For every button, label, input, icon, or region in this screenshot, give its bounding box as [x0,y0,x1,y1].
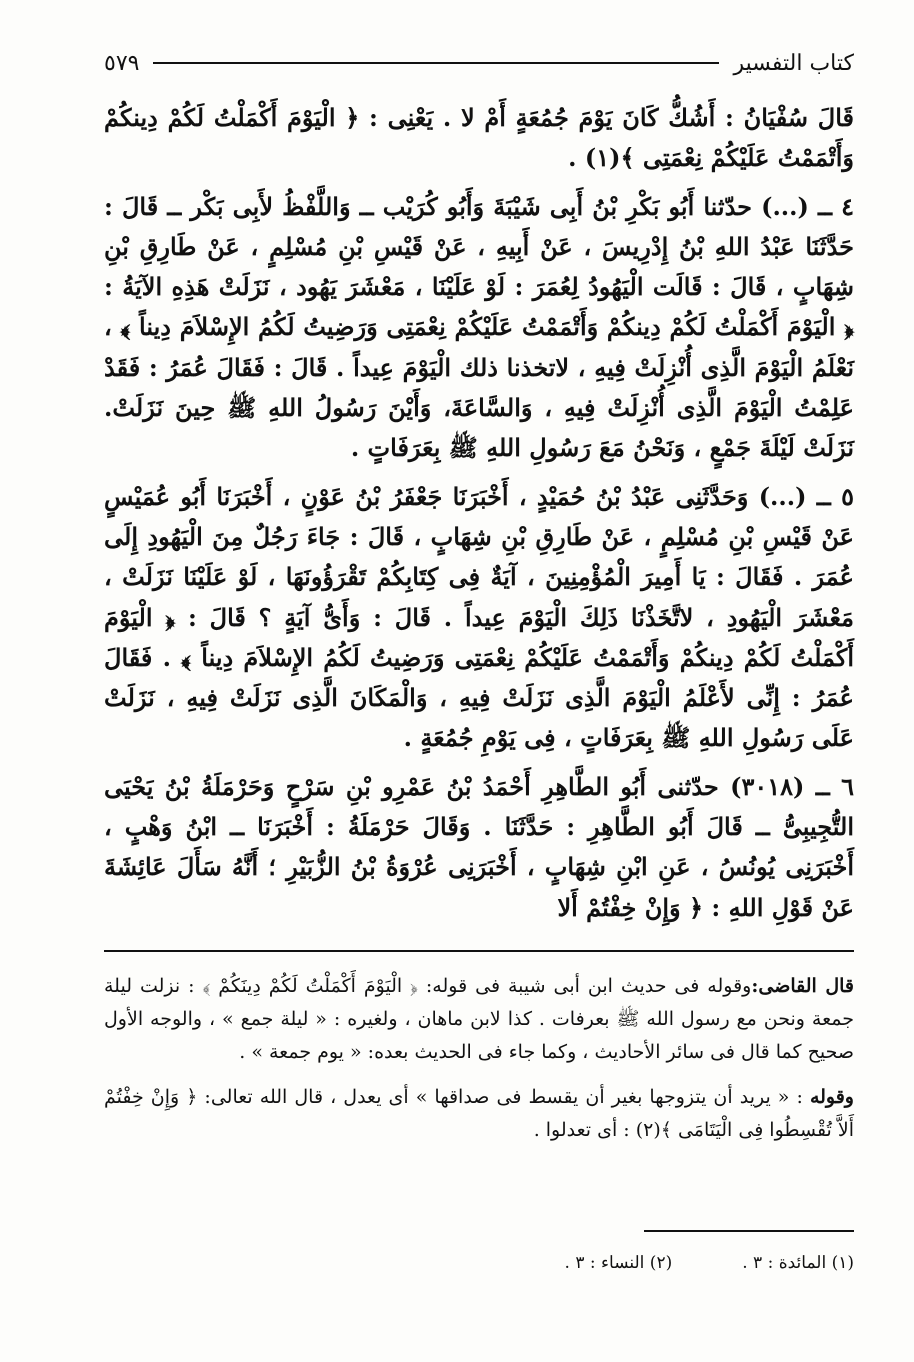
chapter-title: كتاب التفسير [733,50,854,76]
header-rule [153,62,719,64]
footnote-1: (١) المائدة : ٣ . [742,1253,854,1273]
commentary-text-1: وقوله فى حديث ابن أبى شيبة فى قوله: ﴿ الْيَوْمَ أَكْمَلْتُ لَكُمْ دِينَكُمْ ﴾ : نزلت ليلة جمعة ونحن مع رسول الله ﷺ بعرفات . كذا لابن ماهان ، ولغيره : « ليلة جمع » ، والوجه الأول صحيح كما قال فى سائر الأحاديث ، وكما جاء فى الحديث بعده: « يوم جمعة » . [104,975,854,1063]
commentary-lead-qawluhu: وقوله [809,1086,854,1108]
hadith-text [104,98,854,928]
footnote-separator [644,1230,854,1232]
commentary-paragraph-1 [104,970,854,1069]
footnote-2: (٢) النساء : ٣ . [564,1253,673,1273]
paragraph-sufyan: قَالَ سُفْيَانُ : أَشُكُّ كَانَ يَوْمَ جُمُعَةٍ أَمْ لا . يَعْنِى : ﴿ الْيَوْمَ أَكْمَلْتُ لَكُمْ دِينكُمْ وَأَتْمَمْتُ عَلَيْكُمْ نِعْمَتِى ﴾(١) . [104,103,854,173]
hadith-5: ٥ ــ (...) وَحَدَّثَنِى عَبْدُ بْنُ حُمَيْدٍ ، أَخْبَرَنَا جَعْفَرُ بْنُ عَوْنٍ ، أَخْبَرَنَا أَبُو عُمَيْسٍ عَنْ قَيْسِ بْنِ مُسْلِمٍ ، عَنْ طَارِقِ بْنِ شِهَابٍ ، قَالَ : جَاءَ رَجُلٌ مِنَ الْيَهُودِ إِلَى عُمَرَ . فَقَالَ : يَا أَمِيرَ الْمُؤْمِنِينَ ، آيَةٌ فِى كِتَابِكُمْ تَقْرَؤُونَهَا ، لَوْ عَلَيْنَا نَزَلَتْ ، مَعْشَرَ الْيَهُودِ ، لاتَّخَذْنَا ذَلِكَ الْيَوْمَ عِيداً . قَالَ : وَأَىُّ آيَةٍ ؟ قَالَ : ﴿ الْيَوْمَ أَكْمَلْتُ لَكُمْ دِينكُمْ وَأَتْمَمْتُ عَلَيْكُمْ نِعْمَتِى وَرَضِيتُ لَكُمُ الإِسْلاَمَ دِيناً ﴾ . فَقَالَ عُمَرُ : إِنِّى لأَعْلَمُ الْيَوْمَ الَّذِى نَزَلَتْ فِيهِ ، وَالْمَكَانَ الَّذِى نَزَلَتْ فِيهِ ، نَزَلَتْ عَلَى رَسُولِ اللهِ ﷺ بِعَرَفَاتٍ ، فِى يَوْمِ جُمُعَةٍ . [104,481,854,753]
commentary-lead-qadi: قال القاضى: [751,975,854,997]
commentary-paragraph-2 [104,1081,854,1147]
commentary-separator [104,950,854,952]
commentary-text-2: : « يريد أن يتزوجها بغير أن يقسط فى صداقها » أى يعدل ، قال الله تعالى: ﴿ وَإِنْ خِفْتُمْ أَلاَّ تُقْسِطُوا فِى الْيَتَامَى ﴾(٢) : أى تعدلوا . [104,1086,854,1141]
hadith-4: ٤ ــ (...) حدّثنا أَبُو بَكْرِ بْنُ أَبِى شَيْبَةَ وَأَبُو كُرَيْب ــ وَاللَّفْظُ لأَبِى بَكْر ــ قَالَ : حَدَّثَنَا عَبْدُ اللهِ بْنُ إِدْرِيسَ ، عَنْ أَبِيهِ ، عَنْ قَيْسِ بْنِ مُسْلِمٍ ، عَنْ طَارِقِ بْنِ شِهَابٍ ، قَالَ : قَالَت الْيَهُودُ لِعُمَرَ : لَوْ عَلَيْنَا ، مَعْشَرَ يَهُود ، نَزَلَتْ هَذِهِ الآيَةُ : ﴿ الْيَوْمَ أَكْمَلْتُ لَكُمْ دِينكُمْ وَأَتْمَمْتُ عَلَيْكُمْ نِعْمَتِى وَرَضِيتُ لَكُمُ الإِسْلاَمَ دِيناً ﴾ ، نَعْلَمُ الْيَوْمَ الَّذِى أُنْزِلَتْ فِيهِ ، لاتخذنا ذلك الْيَوْمَ عِيداً . قَالَ : فَقَالَ عُمَرُ : فَقَدْ عَلِمْتُ الْيَوْمَ الَّذِى أُنْزِلَتْ فِيهِ ، وَالسَّاعَةَ، وَأَيْنَ رَسُولُ اللهِ ﷺ حِينَ نَزَلَتْ. نَزَلَتْ لَيْلَةَ جَمْعٍ ، وَنَحْنُ مَعَ رَسُولِ اللهِ ﷺ بِعَرَفَاتٍ . [104,191,854,463]
page-number: ٥٧٩ [104,50,140,76]
footnotes [104,1250,854,1276]
running-header [104,46,854,80]
commentary [104,970,854,1147]
hadith-6: ٦ ــ (٣٠١٨) حدّثنى أَبُو الطَّاهِرِ أَحْمَدُ بْنُ عَمْرِو بْنِ سَرْحٍ وَحَرْمَلَةُ بْنُ يَحْيَى التُّجِيبِىُّ ــ قَالَ أَبُو الطَّاهِرِ : حَدَّثَنَا . وَقَالَ حَرْمَلَةُ : أَخْبَرَنَا ــ ابْنُ وَهْبٍ ، أَخْبَرَنِى يُونُسُ ، عَنِ ابْنِ شِهَابٍ ، أَخْبَرَنِى عُرْوَةُ بْنُ الزُّبَيْرِ ؛ أَنَّهُ سَأَلَ عَائِشَةَ عَنْ قَوْلِ اللهِ : ﴿ وَإِنْ خِفْتُمْ أَلا [104,771,854,922]
